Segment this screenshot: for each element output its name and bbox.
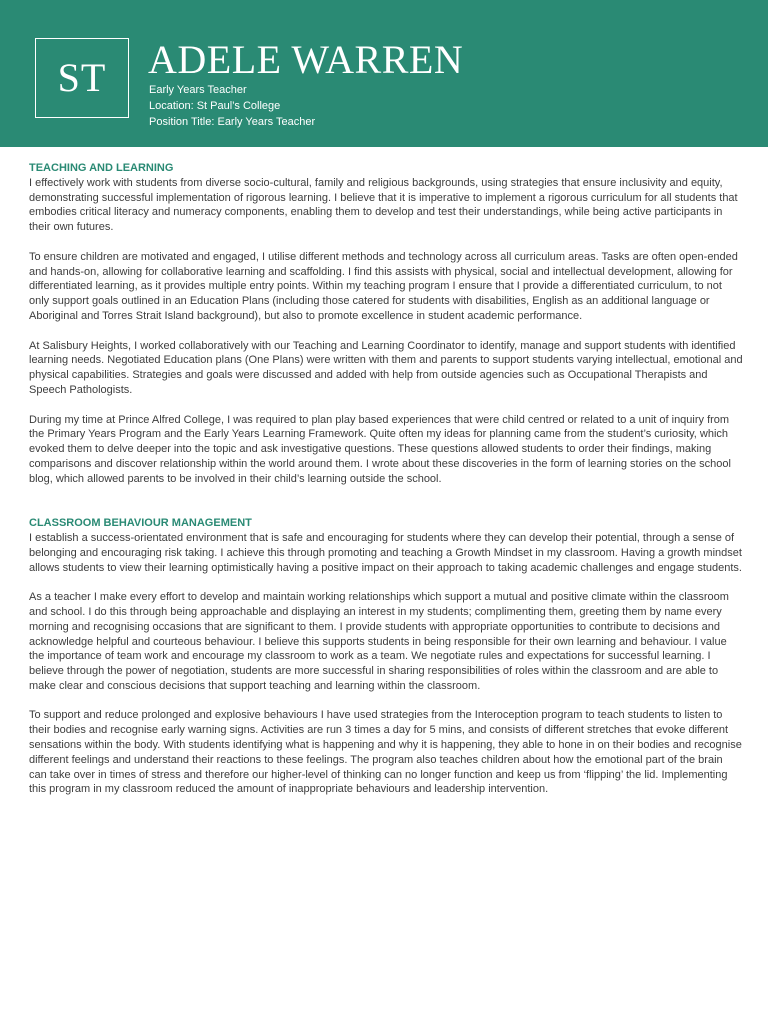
section-classroom-behaviour-management — [29, 516, 743, 797]
position-title-text: Position Title: Early Years Teacher — [149, 116, 316, 128]
paragraph: I effectively work with students from diverse socio-cultural, family and religious backgrounds, using strategies that ensure inclusivity and equity, demonstrating successful implementation of rigorous learning. I believe that it is imperative to implement a rigorous curriculum for all students that embodies critical literacy and numeracy components, enabling them to develop and test their understandings, while being active participants in their own futures. — [29, 176, 738, 234]
paragraph: At Salisbury Heights, I worked collaboratively with our Teaching and Learning Coordinator to identify, manage and support students with identified learning needs. Negotiated Education plans (One Plans) were written with them and parents to support students varying intellectual, emotional and physical capabilities. Strategies and goals were discussed and added with help from outside agencies such as Occupational Therapists and Speech Pathologists. — [29, 339, 743, 396]
header-details — [149, 82, 315, 130]
section-title: CLASSROOM BEHAVIOUR MANAGEMENT — [29, 517, 252, 530]
monogram-logo: ST — [35, 38, 129, 118]
paragraph: To support and reduce prolonged and explosive behaviours I have used strategies from the Interoception program to teach students to listen to their bodies and recognise early warning signs. Activities are run 3 times a day for 5 mins, and consists of different stretches that evoke different sensations within the body. With students identifying what is happening and why it is happening, they able to hone in on their bodies and recognise different feelings and understand their reactions to these feelings. The program also teaches children about how the emotional part of the brain can take over in times of stress and therefore our higher-level of thinking can no longer function and keep us from ‘flipping’ the lid. Implementing this program in my classroom reduced the amount of inappropriate behaviours and leadership intervention. — [29, 709, 742, 796]
paragraph: I establish a success-orientated environment that is safe and encouraging for students where they can develop their potential, through a sense of belonging and encouraging risk taking. I achieve this through promoting and teaching a Growth Mindset in my classroom. Having a growth mindset allows students to view their learning optimistically having a positive impact on their approach to taking academic challenges and engage students. — [29, 531, 742, 574]
paragraph: As a teacher I make every effort to develop and maintain working relationships which support a mutual and positive climate within the classroom and school. I do this through being approachable and displaying an interest in my students; complimenting them, greeting them by name every morning and recognising occasions that are significant to them. I provide students with appropriate opportunities to contribute to decisions and acknowledge helpful and courteous behaviour. I believe this supports students in being responsible for their own learning and behaviour. I value the importance of team work and encourage my classroom to work as a team. We negotiate rules and expectations for successful learning. I believe through the power of negotiation, students are more successful in sharing responsibilities of roles within the classroom and are able to make clear and conscious decisions that support teaching and learning within the classroom. — [29, 591, 729, 692]
location-text: Location: St Paul’s College — [149, 100, 281, 112]
section-spacer — [29, 501, 743, 516]
header-banner — [0, 0, 768, 147]
section-title: TEACHING AND LEARNING — [29, 162, 174, 174]
section-teaching-and-learning — [29, 161, 743, 487]
role-text: Early Years Teacher — [149, 84, 247, 96]
candidate-name: ADELE WARREN — [148, 37, 464, 82]
document-body — [29, 161, 743, 812]
paragraph: To ensure children are motivated and engaged, I utilise different methods and technology across all curriculum areas. Tasks are often open-ended and hands-on, allowing for collaborative learning and scaffolding. I find this assists with physical, social and intellectual development, allowing for differentiated learning, as it provides multiple entry points. Within my teaching program I ensure that I provide a differentiated curriculum, to not only support goals outlined in an Education Plans (including those catered for students with disabilities, English as an additional language or Aboriginal and Torres Strait Island background), but also to promote excellence in student academic performance. — [29, 250, 738, 322]
paragraph: During my time at Prince Alfred College, I was required to plan play based experiences that were child centred or related to a unit of inquiry from the Primary Years Program and the Early Years Learning Framework. Quite often my ideas for planning came from the student’s curiosity, which evoked them to delve deeper into the topic and ask investigative questions. These questions allowed students to order their findings, making comparisons and discover relationship within the world around them. I wrote about these discoveries in the form of learning stories on the school blog, which allowed parents to be involved in their child’s learning outside the school. — [29, 413, 731, 485]
